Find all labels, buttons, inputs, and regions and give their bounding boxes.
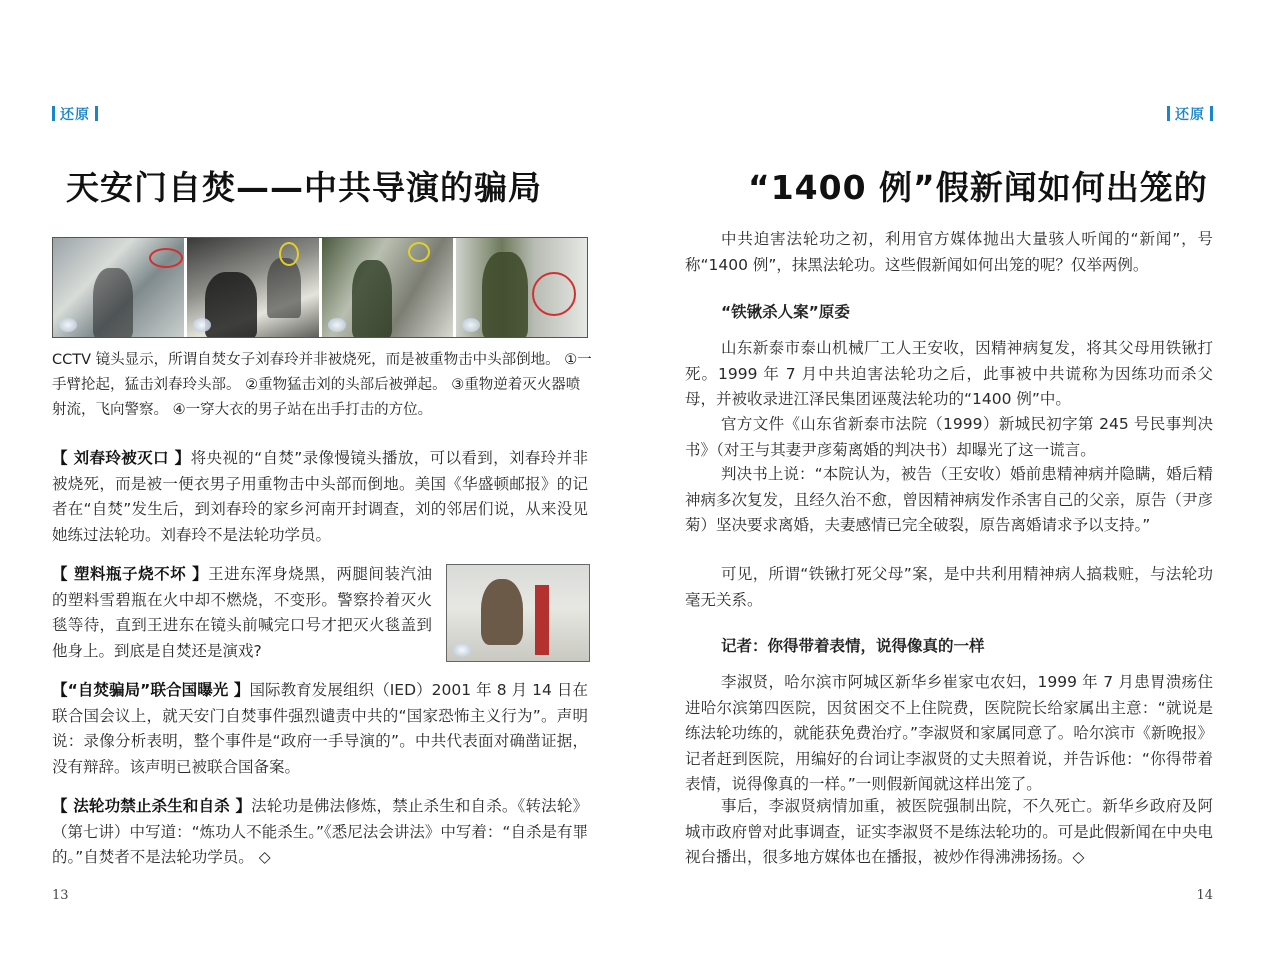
photo-frame-3 (322, 238, 456, 337)
body-paragraph: 事后，李淑贤病情加重，被医院强制出院，不久死亡。新华乡政府及阿城市政府曾对此事调查，证实李淑贤不是练法轮功的。可是此假新闻在中央电视台播出，很多地方媒体也在播报，被炒作得沸沸扬扬。◇ (685, 797, 1213, 866)
red-circle-mark (532, 272, 576, 316)
red-object (535, 585, 549, 655)
section-tag: 还原 (52, 104, 98, 124)
figure-silhouette (481, 579, 523, 645)
photo-frame-2 (187, 238, 321, 337)
paragraph-no-killing: 【 法轮功禁止杀生和自杀 】法轮功是佛法修炼，禁止杀生和自杀。《转法轮》（第七讲）中写道：“炼功人不能杀生。”《悉尼法会讲法》中写着：“自杀是有罪的。”自焚者不是法轮功学员。 ◇ (52, 797, 588, 866)
page-title: 天安门自焚——中共导演的骗局 (66, 168, 542, 207)
body-paragraph: 李淑贤，哈尔滨市阿城区新华乡崔家屯农妇，1999 年 7 月患胃溃疡住进哈尔滨第四医院，因贫困交不上住院费，医院院长给家属出主意：“就说是练法轮功练的，就能获免费治疗。”李淑贤和家属同意了。哈尔滨市《新晚报》记者赶到医院，用编好的台词让李淑贤的丈夫照着说，并告诉他：“你得带着表情，说得像真的一样。”一则假新闻就这样出笼了。 (685, 673, 1213, 793)
paragraph-liu-chunling: 【 刘春玲被灭口 】将央视的“自焚”录像慢镜头播放，可以看到，刘春玲并非被烧死，而是被一便衣男子用重物击中头部而倒地。美国《华盛顿邮报》的记者在“自焚”发生后，到刘春玲的家乡河南开封调查，刘的邻居们说，从来没见她练过法轮功。刘春玲不是法轮功学员。 (52, 449, 589, 544)
body-paragraph: 山东新泰市泰山机械厂工人王安收，因精神病复发，将其父母用铁锹打死。1999 年 7 月中共迫害法轮功之后，此事被中共谎称为因练功而杀父母，并被收录进江泽民集团诬蔑法轮功的“1400 例”中。 (685, 339, 1213, 408)
tag-bar-left (1167, 106, 1170, 121)
tv-logo-icon (453, 643, 471, 657)
intro-paragraph: 中共迫害法轮功之初，利用官方媒体抛出大量骇人听闻的“新闻”，号称“1400 例”，抹黑法轮功。这些假新闻如何出笼的呢？仅举两例。 (685, 230, 1213, 274)
yellow-circle-mark (279, 242, 299, 266)
page-number: 14 (1196, 888, 1213, 903)
tv-logo-icon (328, 318, 346, 332)
section-tag: 还原 (1167, 104, 1213, 124)
figure-silhouette (482, 252, 528, 337)
body-paragraph: 官方文件《山东省新泰市法院（1999）新城民初字第 245 号民事判决书》（对王与其妻尹彦菊离婚的判决书）却曝光了这一谎言。 (685, 415, 1213, 459)
subhead-reporter: 记者：你得带着表情，说得像真的一样 (721, 637, 985, 655)
tag-bar-right (1210, 106, 1213, 121)
page-number: 13 (52, 888, 69, 903)
photo-frame-4 (456, 238, 587, 337)
figure-silhouette (267, 258, 301, 318)
tag-bar-left (52, 106, 55, 121)
subhead-shovel-case: “铁锹杀人案”原委 (721, 303, 850, 321)
tag-bar-right (95, 106, 98, 121)
paragraph-plastic-bottle: 【 塑料瓶子烧不坏 】王进东浑身烧黑，两腿间装汽油的塑料雪碧瓶在火中却不燃烧，不变形。警察拎着灭火毯等待，直到王进东在镜头前喊完口号才把灭火毯盖到他身上。到底是自焚还是演戏? (52, 565, 432, 660)
photo-caption: CCTV 镜头显示，所谓自焚女子刘春玲并非被烧死，而是被重物击中头部倒地。 ①一手臂抡起，猛击刘春玲头部。 ②重物猛击刘的头部后被弹起。 ③重物逆着灭火器喷射流，飞向警察。 ④一穿大衣的男子站在出手打击的方位。 (52, 352, 592, 418)
left-page (0, 0, 632, 978)
photo-frame-1 (53, 238, 187, 337)
tv-logo-icon (59, 318, 77, 332)
right-page (633, 0, 1265, 978)
tv-logo-icon (462, 318, 480, 332)
figure-silhouette (93, 268, 133, 337)
page-title: “1400 例”假新闻如何出笼的 (748, 168, 1208, 207)
cctv-photo-strip (52, 237, 588, 338)
red-circle-mark (149, 248, 183, 268)
body-paragraph: 判决书上说：“本院认为，被告（王安收）婚前患精神病并隐瞒，婚后精神病多次复发，且经久治不愈，曾因精神病发作杀害自己的父亲，原告（尹彦菊）坚决要求离婚，夫妻感情已完全破裂，原告离婚请求予以支持。” (685, 465, 1213, 534)
wang-jindong-photo (446, 564, 590, 662)
paragraph-un-exposure: 【“自焚骗局”联合国曝光 】国际教育发展组织（IED）2001 年 8 月 14 日在联合国会议上，就天安门自焚事件强烈谴责中共的“国家恐怖主义行为”。声明说：录像分析表明，整个事件是“政府一手导演的”。中共代表面对确凿证据，没有辩辞。该声明已被联合国备案。 (52, 681, 589, 776)
yellow-circle-mark (408, 242, 430, 262)
body-paragraph: 可见，所谓“铁锹打死父母”案，是中共利用精神病人搞栽赃，与法轮功毫无关系。 (685, 565, 1213, 609)
figure-silhouette (352, 260, 392, 337)
figure-silhouette (205, 272, 257, 337)
